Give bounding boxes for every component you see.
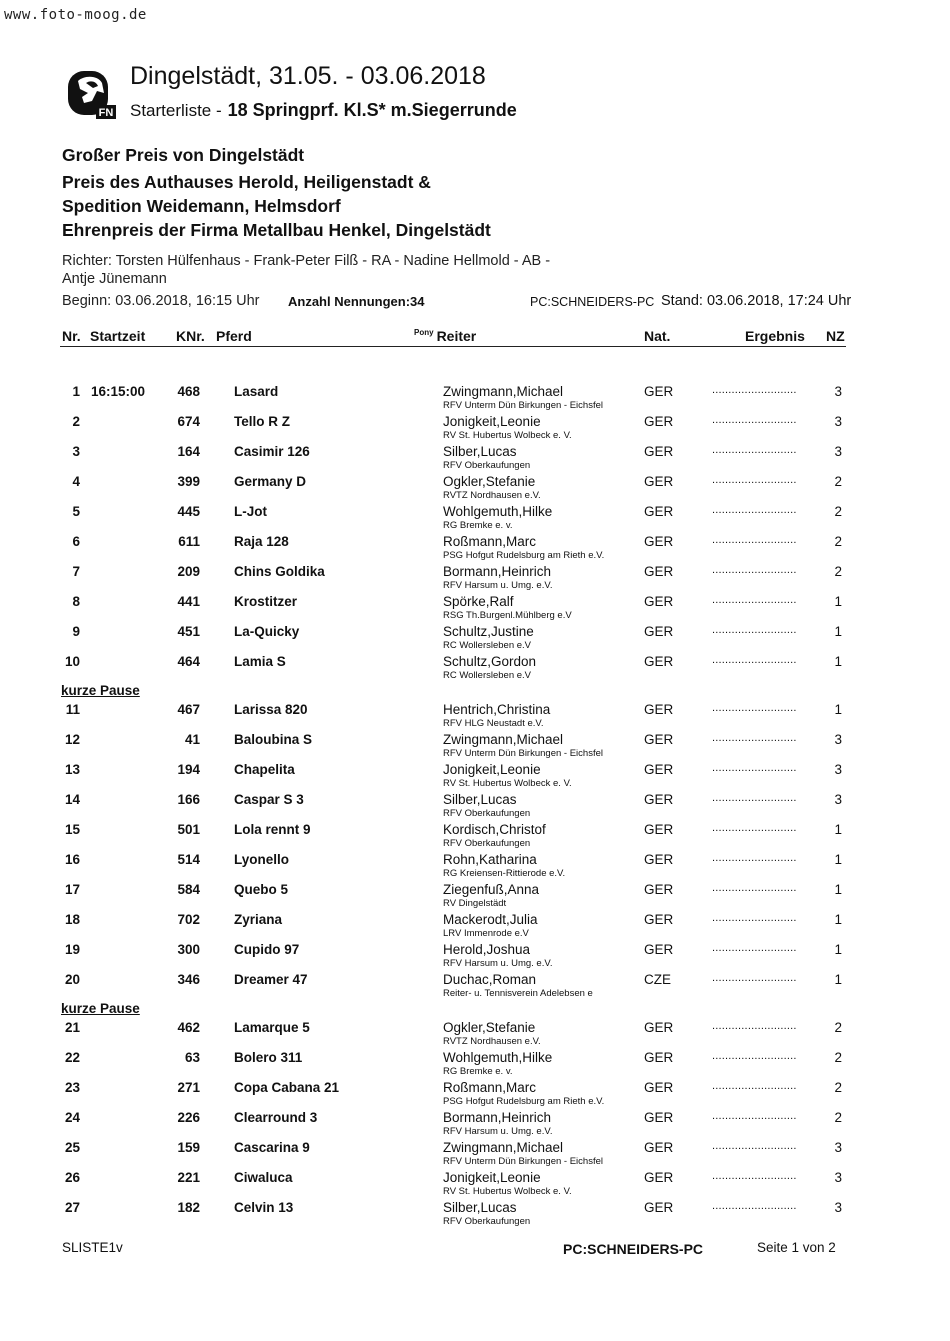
col-knr: KNr.: [176, 328, 205, 344]
prize-line-4: Ehrenpreis der Firma Metallbau Henkel, Dingelstädt: [62, 220, 491, 240]
horse-name: Lasard: [234, 384, 279, 399]
horse-name: Clearround 3: [234, 1110, 318, 1125]
start-number: 12: [64, 732, 80, 747]
start-number: 18: [64, 912, 80, 927]
rider-club: RFV Harsum u. Umg. e.V.: [443, 580, 553, 591]
table-row: [0, 702, 950, 732]
rider-name: Silber,Lucas: [443, 444, 517, 459]
nz-value: 1: [834, 654, 842, 669]
head-number: 41: [184, 732, 200, 747]
horse-name: L-Jot: [234, 504, 267, 519]
result-placeholder: ..........................: [712, 564, 797, 576]
list-label: Starterliste -: [130, 101, 222, 120]
nz-value: 2: [834, 1050, 842, 1065]
start-number: 23: [64, 1080, 80, 1095]
event-title: Dingelstädt, 31.05. - 03.06.2018: [130, 62, 486, 90]
head-number: 194: [177, 762, 200, 777]
nation: GER: [644, 792, 674, 807]
start-number: 5: [72, 504, 80, 519]
start-number: 1: [72, 384, 80, 399]
rider-club: RVTZ Nordhausen e.V.: [443, 1036, 541, 1047]
rider-name: Roßmann,Marc: [443, 1080, 537, 1095]
nz-value: 2: [834, 564, 842, 579]
table-row: [0, 654, 950, 684]
rider-club: LRV Immenrode e.V: [443, 928, 529, 939]
nation: GER: [644, 384, 674, 399]
head-number: 164: [177, 444, 200, 459]
result-placeholder: ..........................: [712, 1050, 797, 1062]
table-row: [0, 624, 950, 654]
nation: GER: [644, 762, 674, 777]
nation: GER: [644, 594, 674, 609]
nz-value: 2: [834, 1080, 842, 1095]
col-nz: NZ: [826, 328, 845, 344]
nation: CZE: [644, 972, 671, 987]
table-row: [0, 444, 950, 474]
horse-name: Lyonello: [234, 852, 290, 867]
col-pony: Pony: [414, 328, 434, 337]
head-number: 464: [177, 654, 200, 669]
nation: GER: [644, 504, 674, 519]
start-time: Beginn: 03.06.2018, 16:15 Uhr: [62, 293, 260, 309]
col-nat: Nat.: [644, 328, 671, 344]
head-number: 271: [177, 1080, 200, 1095]
result-placeholder: ..........................: [712, 852, 797, 864]
result-placeholder: ..........................: [712, 912, 797, 924]
horse-name: La-Quicky: [234, 624, 300, 639]
col-time: Startzeit: [90, 328, 146, 344]
table-row: [0, 594, 950, 624]
start-number: 21: [64, 1020, 80, 1035]
head-number: 462: [177, 1020, 200, 1035]
nation: GER: [644, 912, 674, 927]
start-number: 3: [72, 444, 80, 459]
head-number: 611: [178, 534, 200, 549]
nz-value: 1: [834, 972, 842, 987]
horse-name: Larissa 820: [234, 702, 308, 717]
result-placeholder: ..........................: [712, 504, 797, 516]
nation: GER: [644, 1200, 674, 1215]
footer-page: Seite 1 von 2: [757, 1240, 836, 1255]
pc-label: PC:SCHNEIDERS-PC: [530, 295, 655, 309]
nation: GER: [644, 564, 674, 579]
head-number: 346: [177, 972, 200, 987]
nz-value: 3: [834, 762, 842, 777]
nz-value: 3: [834, 732, 842, 747]
nz-value: 1: [834, 882, 842, 897]
table-row: [0, 1110, 950, 1140]
rider-name: Ogkler,Stefanie: [443, 1020, 536, 1035]
rider-club: RFV Unterm Dün Birkungen - Eichsfel: [443, 748, 603, 759]
rider-name: Bormann,Heinrich: [443, 564, 552, 579]
rider-club: RFV Oberkaufungen: [443, 460, 531, 471]
rider-club: RC Wollersleben e.V: [443, 640, 532, 651]
nz-value: 1: [834, 942, 842, 957]
head-number: 674: [177, 414, 200, 429]
nz-value: 3: [834, 384, 842, 399]
col-nr: Nr.: [62, 328, 81, 344]
head-number: 467: [177, 702, 200, 717]
nation: GER: [644, 822, 674, 837]
result-placeholder: ..........................: [712, 1110, 797, 1122]
start-number: 26: [64, 1170, 80, 1185]
nz-value: 3: [834, 414, 842, 429]
rider-club: RVTZ Nordhausen e.V.: [443, 490, 541, 501]
head-number: 300: [177, 942, 200, 957]
result-placeholder: ..........................: [712, 792, 797, 804]
nz-value: 1: [834, 912, 842, 927]
start-number: 25: [64, 1140, 80, 1155]
start-number: 17: [64, 882, 80, 897]
nz-value: 1: [834, 702, 842, 717]
result-placeholder: ..........................: [712, 474, 797, 486]
horse-name: Zyriana: [234, 912, 283, 927]
head-number: 451: [177, 624, 200, 639]
table-row: [0, 1080, 950, 1110]
result-placeholder: ..........................: [712, 762, 797, 774]
judges-line-2: Antje Jünemann: [62, 271, 167, 287]
horse-name: Quebo 5: [234, 882, 289, 897]
result-placeholder: ..........................: [712, 594, 797, 606]
head-number: 468: [177, 384, 200, 399]
start-number: 4: [72, 474, 80, 489]
rider-club: RFV HLG Neustadt e.V.: [443, 718, 544, 729]
nation: GER: [644, 702, 674, 717]
prize-line-3: Spedition Weidemann, Helmsdorf: [62, 196, 341, 216]
start-time-cell: 16:15:00: [91, 384, 146, 399]
table-row: [0, 474, 950, 504]
nz-value: 3: [834, 1170, 842, 1185]
rider-name: Jonigkeit,Leonie: [443, 1170, 541, 1185]
horse-name: Chins Goldika: [234, 564, 325, 579]
table-row: [0, 1140, 950, 1170]
rider-club: RV St. Hubertus Wolbeck e. V.: [443, 430, 572, 441]
table-row: [0, 1020, 950, 1050]
nation: GER: [644, 624, 674, 639]
nz-value: 3: [834, 792, 842, 807]
rider-name: Jonigkeit,Leonie: [443, 414, 541, 429]
rider-club: RG Bremke e. v.: [443, 520, 513, 531]
rider-club: RV St. Hubertus Wolbeck e. V.: [443, 778, 572, 789]
start-number: 22: [64, 1050, 80, 1065]
rider-name: Jonigkeit,Leonie: [443, 762, 541, 777]
nz-value: 1: [834, 822, 842, 837]
nation: GER: [644, 414, 674, 429]
stand-date: Stand: 03.06.2018, 17:24 Uhr: [661, 293, 852, 309]
rider-name: Mackerodt,Julia: [443, 912, 538, 927]
header-divider: [60, 346, 846, 347]
rider-club: RFV Oberkaufungen: [443, 808, 531, 819]
competition-name: 18 Springprf. Kl.S* m.Siegerrunde: [227, 100, 517, 120]
table-row: [0, 942, 950, 972]
table-row: [0, 822, 950, 852]
head-number: 226: [177, 1110, 200, 1125]
rider-name: Schultz,Gordon: [443, 654, 537, 669]
table-row: [0, 534, 950, 564]
nz-value: 1: [834, 624, 842, 639]
table-row: [0, 1200, 950, 1230]
rider-club: RFV Unterm Dün Birkungen - Eichsfel: [443, 1156, 603, 1167]
table-row: [0, 912, 950, 942]
start-number: 7: [72, 564, 80, 579]
nz-value: 3: [834, 1200, 842, 1215]
rider-name: Hentrich,Christina: [443, 702, 551, 717]
table-row: [0, 762, 950, 792]
horse-name: Lamarque 5: [234, 1020, 310, 1035]
competition-subtitle: [130, 100, 517, 121]
nation: GER: [644, 474, 674, 489]
nation: GER: [644, 444, 674, 459]
table-row: [0, 384, 950, 414]
footer-report-id: SLISTE1v: [62, 1240, 123, 1255]
start-number: 6: [72, 534, 80, 549]
rider-name: Silber,Lucas: [443, 792, 517, 807]
horse-name: Bolero 311: [234, 1050, 303, 1065]
rider-name: Zwingmann,Michael: [443, 384, 564, 399]
nz-value: 2: [834, 504, 842, 519]
head-number: 399: [177, 474, 200, 489]
entries-count: Anzahl Nennungen:34: [288, 294, 425, 309]
result-placeholder: ..........................: [712, 624, 797, 636]
nz-value: 2: [834, 534, 842, 549]
rider-club: RFV Oberkaufungen: [443, 1216, 531, 1227]
rider-club: PSG Hofgut Rudelsburg am Rieth e.V.: [443, 550, 605, 561]
result-placeholder: ..........................: [712, 1020, 797, 1032]
rider-name: Ogkler,Stefanie: [443, 474, 536, 489]
horse-name: Chapelita: [234, 762, 295, 777]
head-number: 441: [177, 594, 200, 609]
result-placeholder: ..........................: [712, 942, 797, 954]
nation: GER: [644, 852, 674, 867]
table-row: [0, 792, 950, 822]
result-placeholder: ..........................: [712, 702, 797, 714]
rider-name: Spörke,Ralf: [443, 594, 514, 609]
horse-name: Caspar S 3: [234, 792, 304, 807]
watermark: www.foto-moog.de: [4, 7, 147, 23]
horse-name: Lola rennt 9: [234, 822, 311, 837]
head-number: 501: [177, 822, 200, 837]
start-number: 27: [64, 1200, 80, 1215]
nation: GER: [644, 654, 674, 669]
rider-name: Roßmann,Marc: [443, 534, 537, 549]
rider-club: RFV Harsum u. Umg. e.V.: [443, 1126, 553, 1137]
nation: GER: [644, 1080, 674, 1095]
nation: GER: [644, 534, 674, 549]
nation: GER: [644, 1170, 674, 1185]
head-number: 445: [177, 504, 200, 519]
result-placeholder: ..........................: [712, 1200, 797, 1212]
table-row: [0, 732, 950, 762]
prize-line-1: Großer Preis von Dingelstädt: [62, 145, 305, 165]
nz-value: 1: [834, 594, 842, 609]
prize-line-2: Preis des Authauses Herold, Heiligenstadt &: [62, 172, 431, 192]
rider-name: Bormann,Heinrich: [443, 1110, 552, 1125]
rider-name: Kordisch,Christof: [443, 822, 546, 837]
rider-club: RG Bremke e. v.: [443, 1066, 513, 1077]
table-row: [0, 1170, 950, 1200]
nz-value: 2: [834, 1020, 842, 1035]
rider-club: RV St. Hubertus Wolbeck e. V.: [443, 1186, 572, 1197]
start-number: 19: [64, 942, 80, 957]
result-placeholder: ..........................: [712, 1140, 797, 1152]
result-placeholder: ..........................: [712, 534, 797, 546]
horse-name: Casimir 126: [234, 444, 310, 459]
table-row: [0, 972, 950, 1002]
nz-value: 2: [834, 1110, 842, 1125]
svg-text:FN: FN: [98, 107, 114, 119]
nation: GER: [644, 1110, 674, 1125]
start-number: 14: [64, 792, 80, 807]
horse-name: Baloubina S: [234, 732, 313, 747]
rider-club: RFV Harsum u. Umg. e.V.: [443, 958, 553, 969]
table-row: [0, 504, 950, 534]
result-placeholder: ..........................: [712, 882, 797, 894]
result-placeholder: ..........................: [712, 732, 797, 744]
head-number: 166: [177, 792, 200, 807]
rider-name: Zwingmann,Michael: [443, 1140, 564, 1155]
horse-name: Cascarina 9: [234, 1140, 310, 1155]
rider-club: RG Kreiensen-Rittierode e.V.: [443, 868, 566, 879]
rider-club: Reiter- u. Tennisverein Adelebsen e: [443, 988, 593, 999]
head-number: 209: [177, 564, 200, 579]
fn-horse-logo-icon: [64, 67, 116, 121]
rider-name: Silber,Lucas: [443, 1200, 517, 1215]
horse-name: Germany D: [234, 474, 307, 489]
rider-club: PSG Hofgut Rudelsburg am Rieth e.V.: [443, 1096, 605, 1107]
rider-club: RFV Oberkaufungen: [443, 838, 531, 849]
table-row: [0, 852, 950, 882]
rider-name: Schultz,Justine: [443, 624, 534, 639]
rider-name: Rohn,Katharina: [443, 852, 537, 867]
col-result: Ergebnis: [745, 328, 805, 344]
horse-name: Copa Cabana 21: [234, 1080, 340, 1095]
horse-name: Tello R Z: [234, 414, 290, 429]
rider-name: Wohlgemuth,Hilke: [443, 504, 553, 519]
nation: GER: [644, 1050, 674, 1065]
rider-name: Duchac,Roman: [443, 972, 537, 987]
result-placeholder: ..........................: [712, 444, 797, 456]
result-placeholder: ..........................: [712, 384, 797, 396]
start-number: 10: [64, 654, 80, 669]
start-number: 2: [72, 414, 80, 429]
table-row: [0, 414, 950, 444]
rider-name: Herold,Joshua: [443, 942, 531, 957]
nz-value: 2: [834, 474, 842, 489]
rider-club: RSG Th.Burgenl.Mühlberg e.V: [443, 610, 572, 621]
horse-name: Celvin 13: [234, 1200, 294, 1215]
head-number: 182: [177, 1200, 200, 1215]
start-number: 16: [64, 852, 80, 867]
nation: GER: [644, 1140, 674, 1155]
start-number: 13: [64, 762, 80, 777]
horse-name: Raja 128: [234, 534, 289, 549]
col-horse: Pferd: [216, 328, 252, 344]
nz-value: 3: [834, 444, 842, 459]
nation: GER: [644, 1020, 674, 1035]
horse-name: Krostitzer: [234, 594, 298, 609]
start-number: 9: [72, 624, 80, 639]
start-number: 11: [65, 702, 80, 717]
col-rider: $^{Pony}$ Reiter: [414, 328, 477, 344]
pause-marker: kurze Pause: [61, 1001, 140, 1016]
result-placeholder: ..........................: [712, 414, 797, 426]
horse-name: Lamia S: [234, 654, 286, 669]
head-number: 584: [177, 882, 200, 897]
rider-name: Wohlgemuth,Hilke: [443, 1050, 553, 1065]
table-row: [0, 882, 950, 912]
nation: GER: [644, 882, 674, 897]
head-number: 63: [184, 1050, 200, 1065]
head-number: 514: [177, 852, 200, 867]
result-placeholder: ..........................: [712, 972, 797, 984]
footer-pc: PC:SCHNEIDERS-PC: [563, 1241, 704, 1257]
nation: GER: [644, 942, 674, 957]
judges-line-1: Richter: Torsten Hülfenhaus - Frank-Peter Filß - RA - Nadine Hellmold - AB -: [62, 253, 551, 269]
result-placeholder: ..........................: [712, 1170, 797, 1182]
pause-marker: kurze Pause: [61, 683, 140, 698]
horse-name: Cupido 97: [234, 942, 300, 957]
table-row: [0, 564, 950, 594]
nz-value: 1: [834, 852, 842, 867]
head-number: 221: [177, 1170, 200, 1185]
rider-name: Zwingmann,Michael: [443, 732, 564, 747]
start-number: 24: [64, 1110, 80, 1125]
start-number: 20: [64, 972, 80, 987]
rider-club: RC Wollersleben e.V: [443, 670, 532, 681]
start-number: 8: [72, 594, 80, 609]
rider-name: Ziegenfuß,Anna: [443, 882, 540, 897]
nation: GER: [644, 732, 674, 747]
result-placeholder: ..........................: [712, 654, 797, 666]
rider-club: RFV Unterm Dün Birkungen - Eichsfel: [443, 400, 603, 411]
horse-name: Dreamer 47: [234, 972, 308, 987]
horse-name: Ciwaluca: [234, 1170, 293, 1185]
head-number: 702: [177, 912, 200, 927]
result-placeholder: ..........................: [712, 822, 797, 834]
nz-value: 3: [834, 1140, 842, 1155]
head-number: 159: [177, 1140, 200, 1155]
result-placeholder: ..........................: [712, 1080, 797, 1092]
rider-club: RV Dingelstädt: [443, 898, 507, 909]
table-row: [0, 1050, 950, 1080]
start-number: 15: [64, 822, 80, 837]
